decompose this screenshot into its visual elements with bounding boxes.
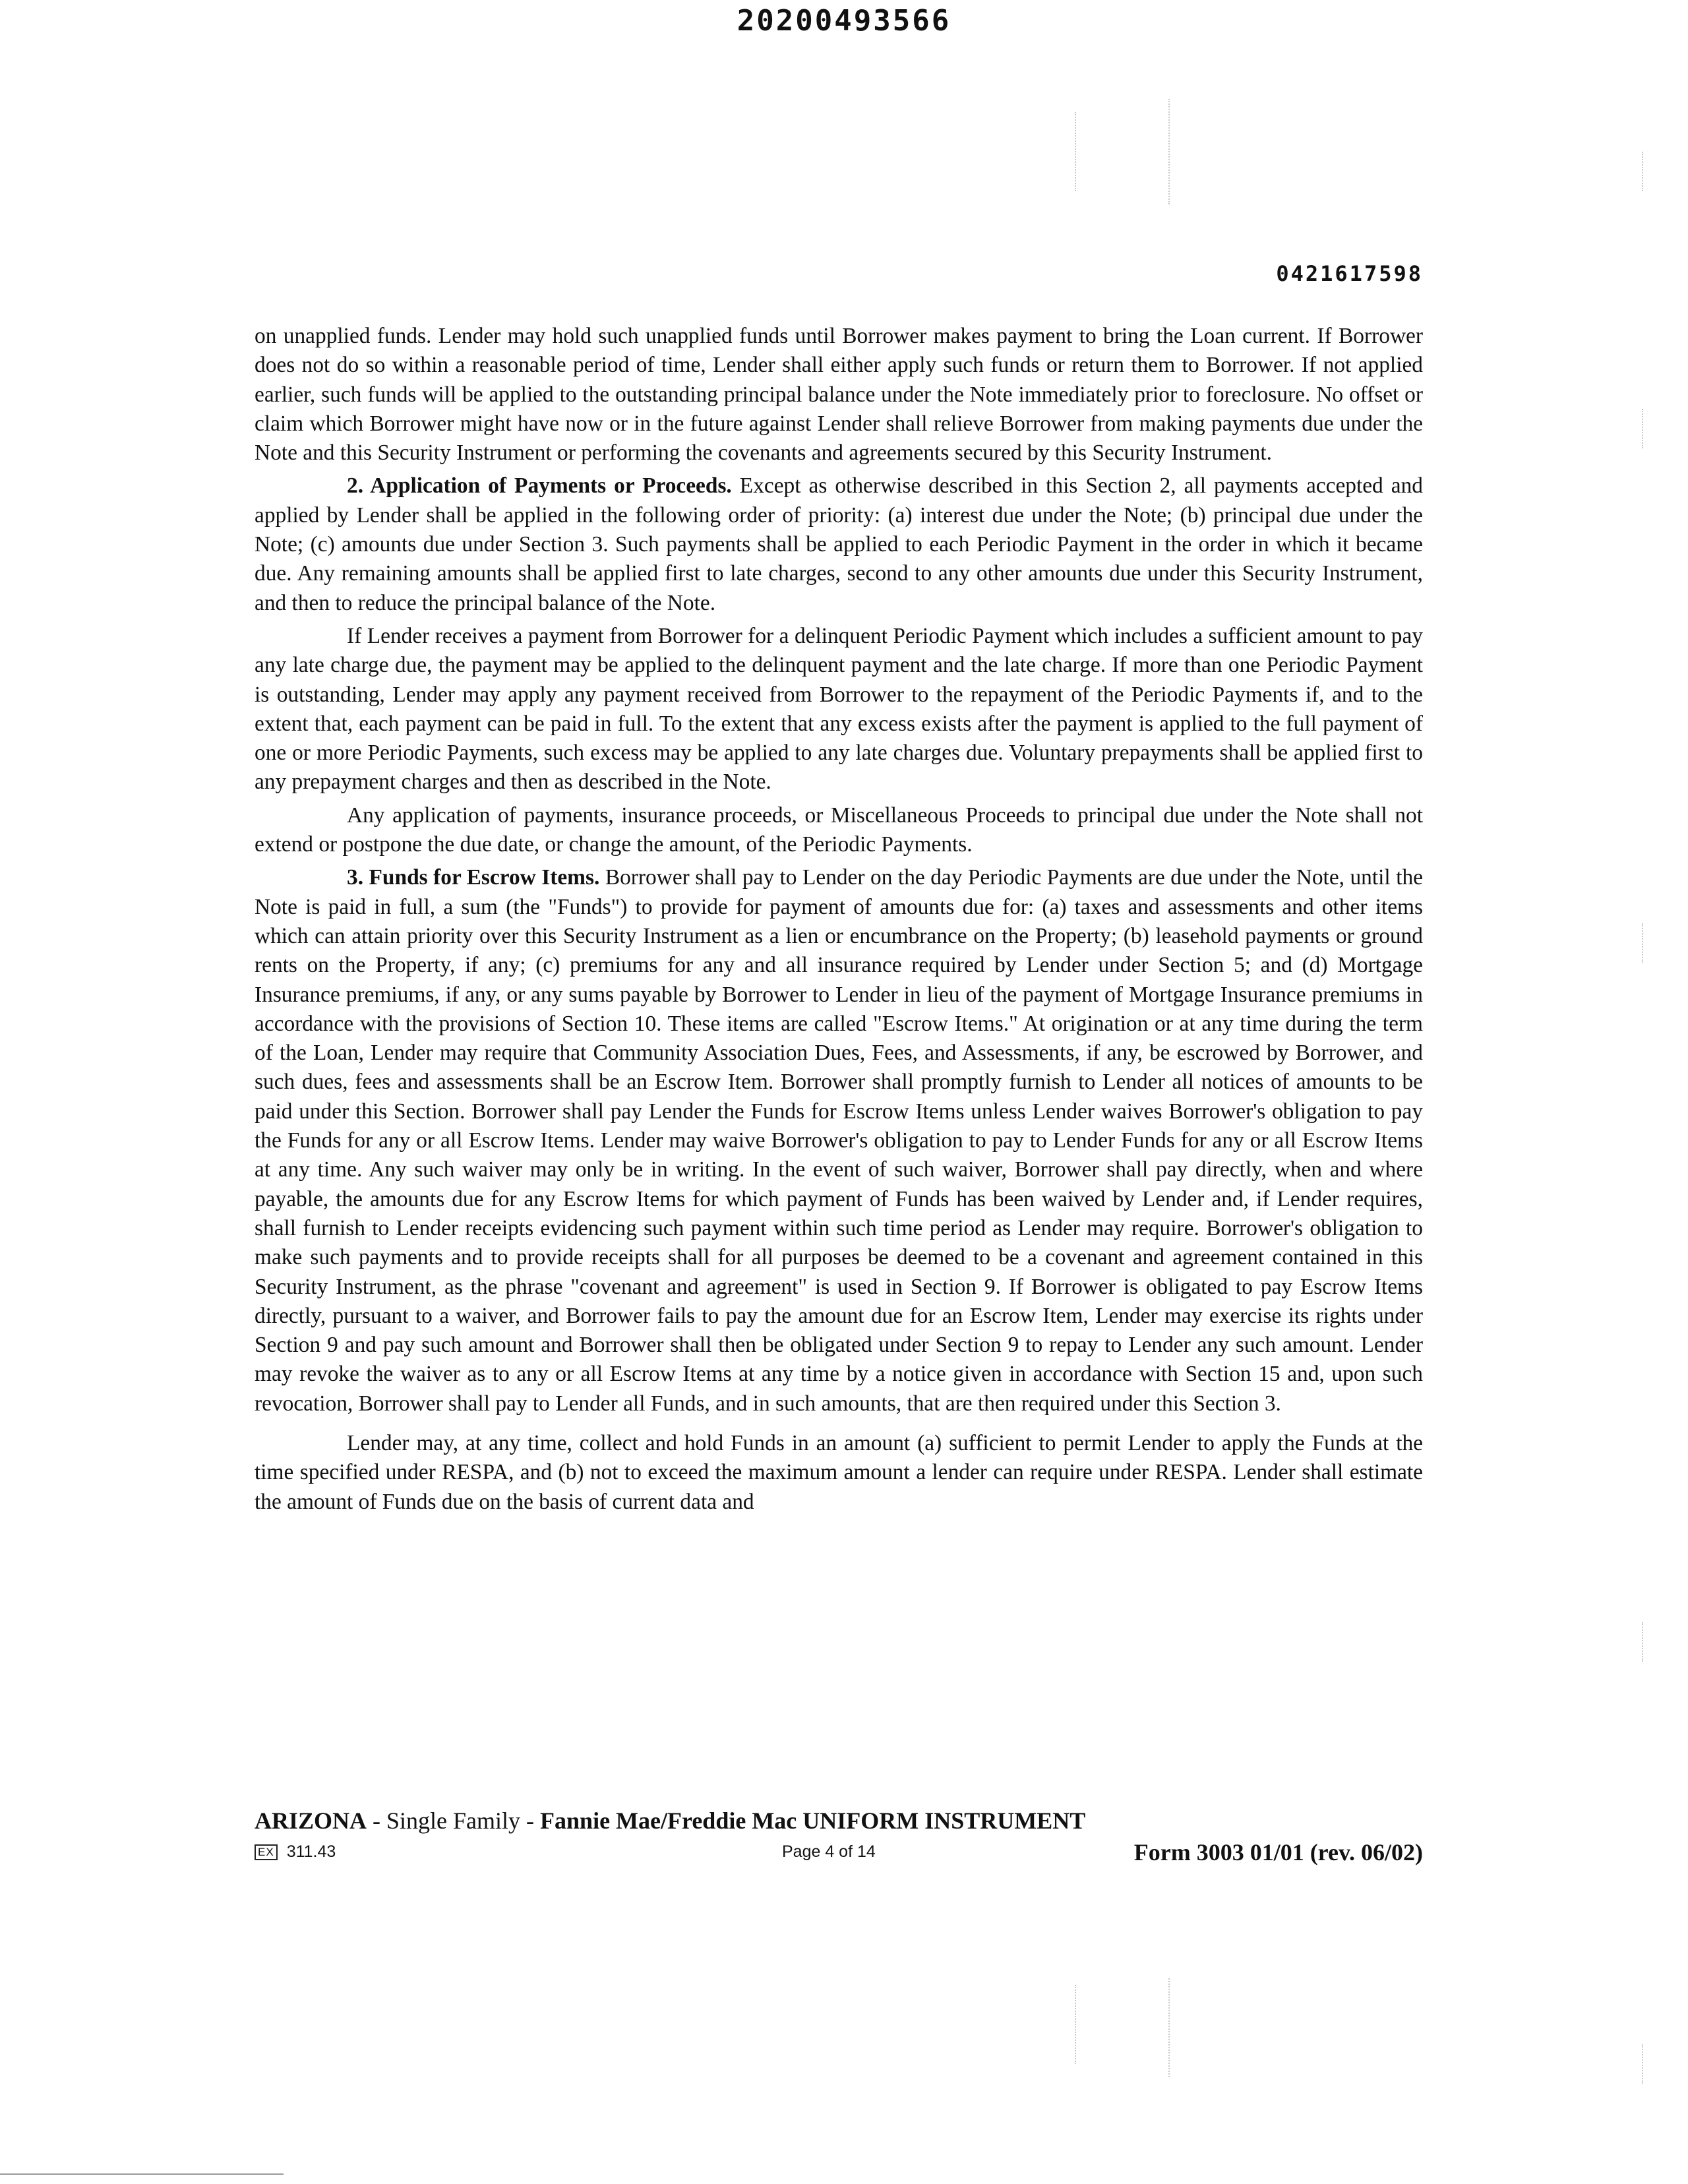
- paragraph-application-of-payments: Any application of payments, insurance proceeds, or Miscellaneous Proceeds to principal due under the Note shall not extend or postpone the due date, or change the amount, of the Periodic Payments.: [255, 803, 1423, 857]
- scan-artifact: [1642, 923, 1643, 963]
- document-body: [255, 322, 1423, 1521]
- form-code-number: 311.43: [286, 1842, 336, 1861]
- scan-artifact: [1168, 1978, 1170, 2077]
- scan-artifact: [1642, 1622, 1643, 1662]
- loan-number: 0421617598: [1276, 261, 1423, 286]
- scan-artifact: [1642, 2044, 1643, 2084]
- section-2-text: Except as otherwise described in this Section 2, all payments accepted and applied by Lender shall be applied in the following order of priority: (a) interest due under the Note; (b) principal due under the Note; (c) amounts due under Section 3. Such payments shall be applied to each Periodic Payment in the order in which it became due. Any remaining amounts shall be applied first to late charges, second to any other amounts due under this Security Instrument, and then to reduce the principal balance of the Note.: [255, 473, 1423, 615]
- footer-family: Single Family: [386, 1807, 521, 1834]
- section-3-text: Borrower shall pay to Lender on the day Periodic Payments are due under the Note, until the Note is paid in full, a sum (the "Funds") to provide for payment of amounts due for: (a) taxes and assessments and other items which can attain priority over this Security Instrument as a lien or encumbrance on the Property; (b) leasehold payments or ground rents on the Property, if any; (c) premiums for any and all insurance required by Lender under Section 5; and (d) Mortgage Insurance premiums, if any, or any sums payable by Borrower to Lender in lieu of the payment of Mortgage Insurance premiums in accordance with the provisions of Section 10. These items are called "Escrow Items." At origination or at any time during the term of the Loan, Lender may require that Community Association Dues, Fees, and Assessments, if any, be escrowed by Borrower, and such dues, fees and assessments shall be an Escrow Item. Borrower shall promptly furnish to Lender all notices of amounts to be paid under this Section. Borrower shall pay Lender the Funds for Escrow Items unless Lender waives Borrower's obligation to pay the Funds for any or all Escrow Items. Lender may waive Borrower's obligation to pay to Lender Funds for any or all Escrow Items at any time. Any such waiver may only be in writing. In the event of such waiver, Borrower shall pay directly, when and where payable, the amounts due for any Escrow Items for which payment of Funds has been waived by Lender and, if Lender requires, shall furnish to Lender receipts evidencing such payment within such time period as Lender may require. Borrower's obligation to make such payments and to provide receipts shall for all purposes be deemed to be a covenant and agreement contained in this Security Instrument, as the phrase "covenant and agreement" is used in Section 9. If Borrower is obligated to pay Escrow Items directly, pursuant to a waiver, and Borrower fails to pay the amount due for an Escrow Item, Lender may exercise its rights under Section 9 and pay such amount and Borrower shall then be obligated under Section 9 to repay to Lender any such amount. Lender may revoke the waiver as to any or all Escrow Items at any time by a notice given in accordance with Section 15 and, upon such revocation, Borrower shall pay to Lender all Funds, and in such amounts, that are then required under this Section 3.: [255, 865, 1423, 1416]
- paragraph-respa-funds: Lender may, at any time, collect and hold Funds in an amount (a) sufficient to permit Lender to apply the Funds at the time specified under RESPA, and (b) not to exceed the maximum amount a lender can require under RESPA. Lender shall estimate the amount of Funds due on the basis of current data and: [255, 1430, 1423, 1514]
- paragraph-unapplied-funds: on unapplied funds. Lender may hold such unapplied funds until Borrower makes payment to bring the Loan current. If Borrower does not do so within a reasonable period of time, Lender shall either apply such funds or return them to Borrower. If not applied earlier, such funds will be applied to the outstanding principal balance under the Note immediately prior to foreclosure. No offset or claim which Borrower might have now or in the future against Lender shall relieve Borrower from making payments due under the Note and this Security Instrument or performing the covenants and agreements secured by this Security Instrument.: [255, 324, 1423, 466]
- instrument-title: ARIZONA - Single Family - Fannie Mae/Freddie Mac UNIFORM INSTRUMENT: [255, 1807, 1086, 1834]
- scan-artifact: [1075, 1985, 1076, 2064]
- section-3-heading: 3. Funds for Escrow Items.: [347, 865, 600, 890]
- scan-artifact: [1075, 112, 1076, 191]
- section-2-heading: 2. Application of Payments or Proceeds.: [347, 473, 732, 499]
- footer-row: [255, 1838, 1423, 1867]
- recording-document-number: 20200493566: [737, 4, 951, 38]
- page-indicator: Page 4 of 14: [782, 1842, 876, 1861]
- ex-logo-icon: EX: [255, 1844, 278, 1860]
- section-3-paragraph: [255, 863, 1423, 1418]
- scan-artifact: [1642, 409, 1643, 448]
- form-code: [255, 1842, 336, 1862]
- footer-state: ARIZONA: [255, 1807, 367, 1834]
- footer-instrument: Fannie Mae/Freddie Mac UNIFORM INSTRUMENT: [540, 1807, 1086, 1834]
- form-id: Form 3003 01/01 (rev. 06/02): [1133, 1839, 1423, 1866]
- section-2-paragraph: [255, 471, 1423, 617]
- paragraph-delinquent-payment: If Lender receives a payment from Borrower for a delinquent Periodic Payment which includes a sufficient amount to pay any late charge due, the payment may be applied to the delinquent payment and the late charge. If more than one Periodic Payment is outstanding, Lender may apply any payment received from Borrower to the repayment of the Periodic Payments if, and to the extent that, each payment can be paid in full. To the extent that any excess exists after the payment is applied to the full payment of one or more Periodic Payments, such excess may be applied to any late charges due. Voluntary prepayments shall be applied first to any prepayment charges and then as described in the Note.: [255, 623, 1423, 795]
- scan-edge-line: [0, 2173, 284, 2175]
- scan-artifact: [1168, 99, 1170, 204]
- scan-artifact: [1642, 152, 1643, 191]
